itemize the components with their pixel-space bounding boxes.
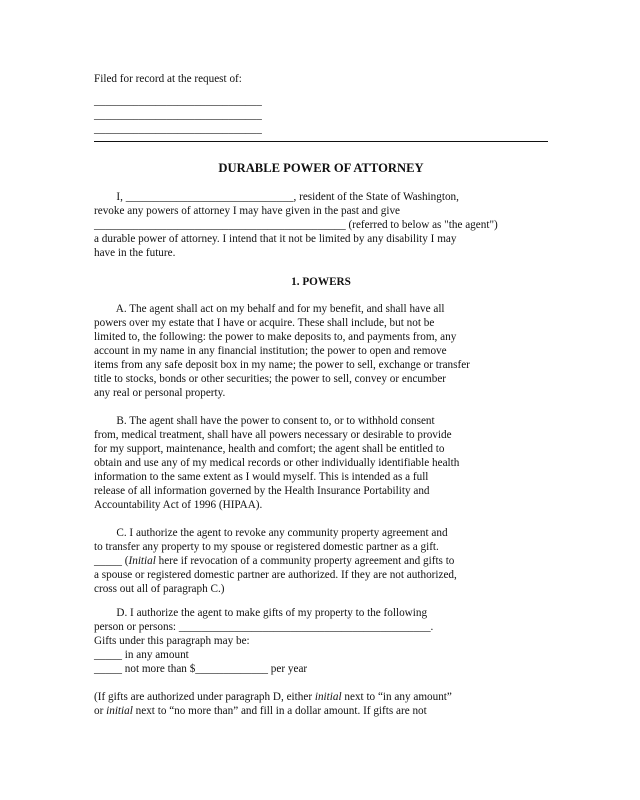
para-b-line-2: from, medical treatment, shall have all powers necessary or desirable to provide bbox=[94, 429, 452, 441]
filer-blank-line-3: ______________________________ bbox=[94, 123, 262, 135]
para-e-l1-text-c: next to “in any amount” bbox=[341, 691, 452, 703]
intro-line-5: have in the future. bbox=[94, 247, 176, 259]
intro-line-3: _____________________________________________ (referred to below as "the agent") bbox=[94, 219, 498, 231]
para-b-line-4: obtain and use any of my medical records or other individually identifiable health bbox=[94, 457, 460, 469]
para-a-line-5: items from any safe deposit box in my name; the power to sell, exchange or transfer bbox=[94, 359, 470, 371]
gift-option-limited-amount: _____ not more than $_____________ per year bbox=[94, 663, 308, 675]
section-heading-powers: 1. POWERS bbox=[291, 276, 351, 288]
para-c-line-4: a spouse or registered domestic partner are authorized. If they are not authorized, bbox=[94, 569, 457, 581]
para-c-line-5: cross out all of paragraph C.) bbox=[94, 583, 225, 595]
para-d-line-1: D. I authorize the agent to make gifts of my property to the following bbox=[94, 607, 428, 619]
filed-for-record-label: Filed for record at the request of: bbox=[94, 73, 242, 85]
para-c-initial-word: Initial bbox=[128, 555, 156, 567]
para-a-line-4: account in my name in any financial institution; the power to open and remove bbox=[94, 345, 447, 357]
para-c-initial-blank: _____ ( bbox=[94, 555, 129, 567]
para-a-line-1: A. The agent shall act on my behalf and for my benefit, and shall have all bbox=[94, 303, 445, 315]
para-b-line-6: release of all information governed by the Health Insurance Portability and bbox=[94, 485, 430, 497]
para-b-line-5: information to the same extent as I would myself. This is intended as a full bbox=[94, 471, 429, 483]
para-e-l2-italic: initial bbox=[106, 705, 133, 717]
para-b-line-3: for my support, maintenance, health and comfort; the agent shall be entitled to bbox=[94, 443, 445, 455]
intro-line-4: a durable power of attorney. I intend that it not be limited by any disability I may bbox=[94, 233, 457, 245]
document-title: DURABLE POWER OF ATTORNEY bbox=[218, 161, 424, 175]
intro-line-1: I, ______________________________, resident of the State of Washington, bbox=[94, 191, 459, 203]
filer-blank-line-1: ______________________________ bbox=[94, 95, 262, 107]
para-b-line-7: Accountability Act of 1996 (HIPAA). bbox=[94, 499, 263, 511]
para-a-line-7: any real or personal property. bbox=[94, 387, 226, 399]
para-c-line-1: C. I authorize the agent to revoke any community property agreement and bbox=[94, 527, 448, 539]
para-a-line-3: limited to, the following: the power to make deposits to, and payments from, any bbox=[94, 331, 457, 343]
para-e-l1-italic: initial bbox=[314, 691, 342, 703]
para-e-line-2 bbox=[94, 704, 427, 718]
para-c-line-3 bbox=[94, 554, 454, 568]
header-divider bbox=[94, 141, 548, 142]
para-d-line-2: person or persons: _____________________________________________. bbox=[94, 621, 434, 633]
para-a-line-6: title to stocks, bonds or other securities; the power to sell, convey or encumber bbox=[94, 373, 447, 385]
gift-option-any-amount: _____ in any amount bbox=[94, 649, 189, 661]
para-e-l2-text-a: or bbox=[94, 705, 107, 717]
intro-line-2: revoke any powers of attorney I may have given in the past and give bbox=[94, 205, 401, 217]
para-c-line-2: to transfer any property to my spouse or registered domestic partner as a gift. bbox=[94, 541, 439, 553]
para-c-line-3-rest: here if revocation of a community property agreement and gifts to bbox=[155, 555, 455, 567]
para-e-l1-text-a: (If gifts are authorized under paragraph D, either bbox=[94, 691, 315, 703]
para-e-line-1 bbox=[94, 690, 452, 704]
para-a-line-2: powers over my estate that I have or acquire. These shall include, but not be bbox=[94, 317, 435, 329]
para-b-line-1: B. The agent shall have the power to consent to, or to withhold consent bbox=[94, 415, 435, 427]
filer-blank-line-2: ______________________________ bbox=[94, 109, 262, 121]
para-e-l2-text-c: next to “no more than” and fill in a dollar amount. If gifts are not bbox=[132, 705, 427, 717]
para-d-line-3: Gifts under this paragraph may be: bbox=[94, 635, 250, 647]
